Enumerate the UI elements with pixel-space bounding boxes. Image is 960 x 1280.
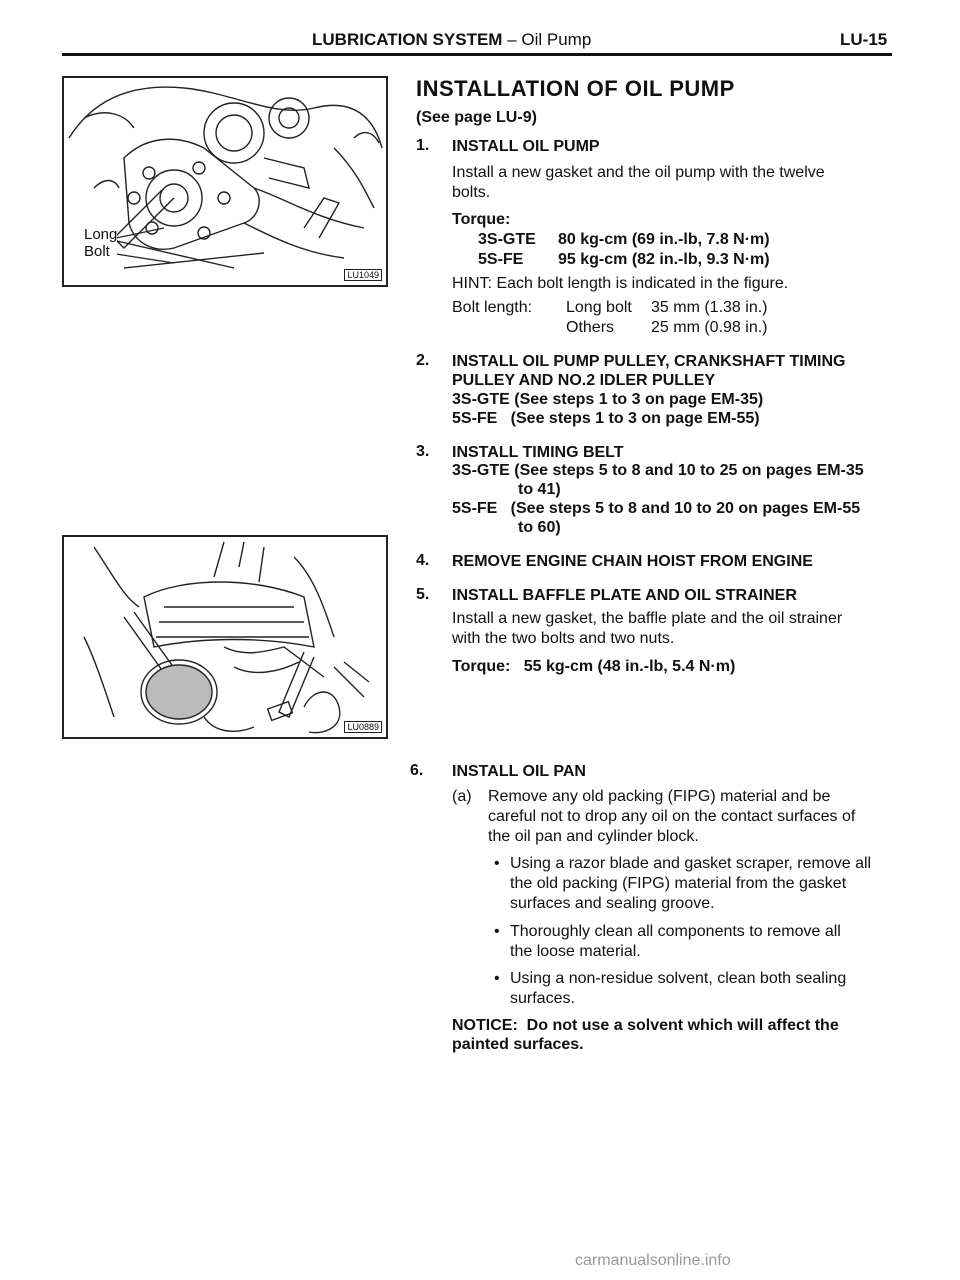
step-5-torque: Torque: 55 kg-cm (48 in.-lb, 5.4 N·m) [452, 658, 736, 675]
notice-line1: NOTICE: Do not use a solvent which will affect the [452, 1017, 839, 1034]
watermark: carmanualsonline.info [575, 1252, 731, 1269]
bullet-1-line1: Using a razor blade and gasket scraper, remove all [510, 855, 872, 872]
figure-oil-strainer [62, 535, 388, 739]
step-5-number: 5. [416, 586, 430, 603]
figure-callout-long-bolt [84, 226, 117, 260]
step-2-line3: 3S-GTE (See steps 1 to 3 on page EM-35) [452, 391, 764, 408]
step-3-line2: 3S-GTE (See steps 5 to 8 and 10 to 25 on pages EM-35 [452, 462, 864, 479]
figure-code: LU0889 [344, 721, 382, 733]
header-separator: – [502, 30, 522, 49]
figure-oil-pump [62, 76, 388, 287]
step-6-number: 6. [410, 762, 424, 779]
step-1-torque-model-b: 5S-FE [478, 251, 524, 268]
page-title: INSTALLATION OF OIL PUMP [416, 76, 735, 101]
step-5-heading: INSTALL BAFFLE PLATE AND OIL STRAINER [452, 587, 797, 604]
step-1-torque-model-a: 3S-GTE [478, 231, 536, 248]
header-divider [62, 53, 892, 56]
step-4-heading: REMOVE ENGINE CHAIN HOIST FROM ENGINE [452, 553, 813, 570]
see-page-reference: (See page LU-9) [416, 109, 537, 126]
bullet-1-dot: • [494, 855, 500, 872]
step-2-line1: INSTALL OIL PUMP PULLEY, CRANKSHAFT TIMING [452, 353, 846, 370]
figure-code: LU1049 [344, 269, 382, 281]
step-6-a-label: (a) [452, 788, 472, 805]
step-1-torque-value-a: 80 kg-cm (69 in.-lb, 7.8 N·m) [558, 231, 770, 248]
step-6-a-line1: Remove any old packing (FIPG) material and be [488, 788, 831, 805]
step-1-text-line2: bolts. [452, 184, 491, 201]
step-1-torque-label: Torque: [452, 211, 511, 228]
step-6-heading: INSTALL OIL PAN [452, 763, 586, 780]
bullet-2-line2: the loose material. [510, 943, 641, 960]
step-3-line4: 5S-FE (See steps 5 to 8 and 10 to 20 on pages EM-55 [452, 500, 861, 517]
step-2-line2: PULLEY AND NO.2 IDLER PULLEY [452, 372, 716, 389]
step-2-number: 2. [416, 352, 430, 369]
step-5-text-line1: Install a new gasket, the baffle plate and the oil strainer [452, 610, 843, 627]
step-1-number: 1. [416, 137, 430, 154]
bullet-3-line2: surfaces. [510, 990, 575, 1007]
step-1-heading: INSTALL OIL PUMP [452, 138, 600, 155]
step-6-a-line2: careful not to drop any oil on the contact surfaces of [488, 808, 856, 825]
callout-line-bolt: Bolt [84, 243, 110, 260]
notice-line2: painted surfaces. [452, 1036, 584, 1053]
page-number: LU-15 [840, 30, 888, 49]
step-4-number: 4. [416, 552, 430, 569]
bullet-1-line3: surfaces and sealing groove. [510, 895, 715, 912]
callout-line-long: Long [84, 226, 118, 243]
step-3-number: 3. [416, 443, 430, 460]
step-3-line5: to 60) [518, 519, 561, 536]
step-2-line4: 5S-FE (See steps 1 to 3 on page EM-55) [452, 410, 760, 427]
step-3-line3: to 41) [518, 481, 561, 498]
step-1-bolt-name-a: Long bolt [566, 299, 632, 316]
oil-strainer-illustration [64, 537, 386, 737]
bullet-2-dot: • [494, 923, 500, 940]
step-1-bolt-label: Bolt length: [452, 299, 533, 316]
page-header-title [312, 30, 591, 50]
step-1-bolt-value-a: 35 mm (1.38 in.) [651, 299, 768, 316]
header-subsection: Oil Pump [521, 30, 592, 49]
step-5-text-line2: with the two bolts and two nuts. [452, 630, 675, 647]
bullet-3-line1: Using a non-residue solvent, clean both sealing [510, 970, 847, 987]
step-6-a-line3: the oil pan and cylinder block. [488, 828, 699, 845]
step-3-line1: INSTALL TIMING BELT [452, 444, 624, 461]
step-1-hint: HINT: Each bolt length is indicated in the figure. [452, 275, 789, 292]
step-1-torque-value-b: 95 kg-cm (82 in.-lb, 9.3 N·m) [558, 251, 770, 268]
step-1-bolt-value-b: 25 mm (0.98 in.) [651, 319, 768, 336]
bullet-3-dot: • [494, 970, 500, 987]
step-1-text-line1: Install a new gasket and the oil pump with the twelve [452, 164, 825, 181]
bullet-2-line1: Thoroughly clean all components to remove all [510, 923, 841, 940]
bullet-1-line2: the old packing (FIPG) material from the gasket [510, 875, 847, 892]
step-1-bolt-name-b: Others [566, 319, 615, 336]
header-section: LUBRICATION SYSTEM [312, 30, 503, 49]
